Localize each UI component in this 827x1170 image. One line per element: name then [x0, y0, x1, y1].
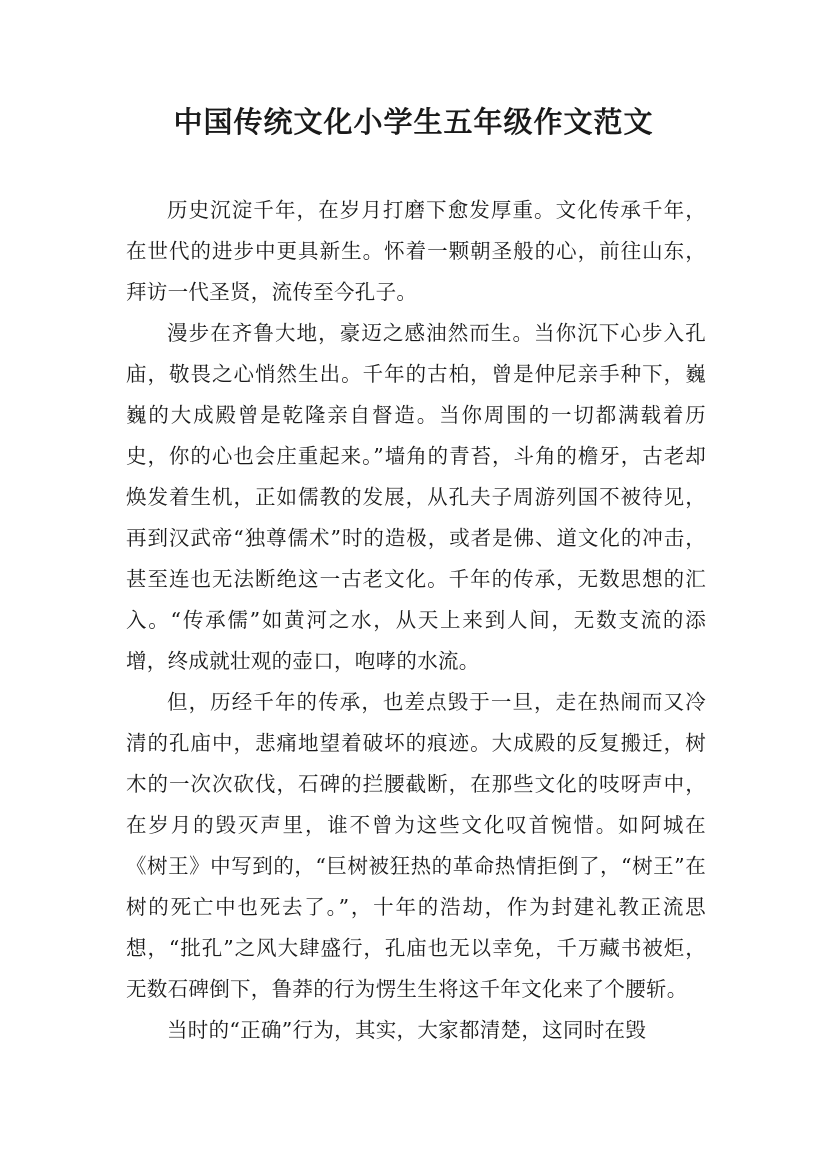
paragraph-4: 当时的“正确”行为，其实，大家都清楚，这同时在毁: [167, 1018, 647, 1042]
paragraph-1: 历史沉淀千年，在岁月打磨下愈发厚重。文化传承千年，在世代的进步中更具新生。怀着一颗朝圣般的心，前往山东，拜访一代圣贤，流传至今孔子。: [126, 198, 706, 304]
document-body: [126, 190, 706, 1051]
paragraph-2: 漫步在齐鲁大地，豪迈之感油然而生。当你沉下心步入孔庙，敬畏之心悄然生出。千年的古柏，曾是仲尼亲手种下，巍巍的大成殿曾是乾隆亲自督造。当你周围的一切都满载着历史，你的心也会庄重起来。”墙角的青苔，斗角的檐牙，古老却焕发着生机，正如儒教的发展，从孔夫子周游列国不被待见，再到汉武帝“独尊儒术”时的造极，或者是佛、道文化的冲击，甚至连也无法断绝这一古老文化。千年的传承，无数思想的汇入。“传承儒”如黄河之水，从天上来到人间，无数支流的添增，终成就壮观的壶口，咆哮的水流。: [126, 321, 706, 673]
paragraph-3: 但，历经千年的传承，也差点毁于一旦，走在热闹而又冷清的孔庙中，悲痛地望着破坏的痕迹。大成殿的反复搬迁，树木的一次次砍伐，石碑的拦腰截断，在那些文化的吱呀声中，在岁月的毁灭声里，谁不曾为这些文化叹首惋惜。如阿城在《树王》中写到的，“巨树被狂热的革命热情拒倒了，“树王”在树的死亡中也死去了。”，十年的浩劫，作为封建礼教正流思想，“批孔”之风大肆盛行，孔庙也无以幸免，千万藏书被炬，无数石碑倒下，鲁莽的行为愣生生将这千年文化来了个腰斩。: [126, 690, 706, 1001]
document-title: 中国传统文化小学生五年级作文范文: [173, 105, 654, 139]
